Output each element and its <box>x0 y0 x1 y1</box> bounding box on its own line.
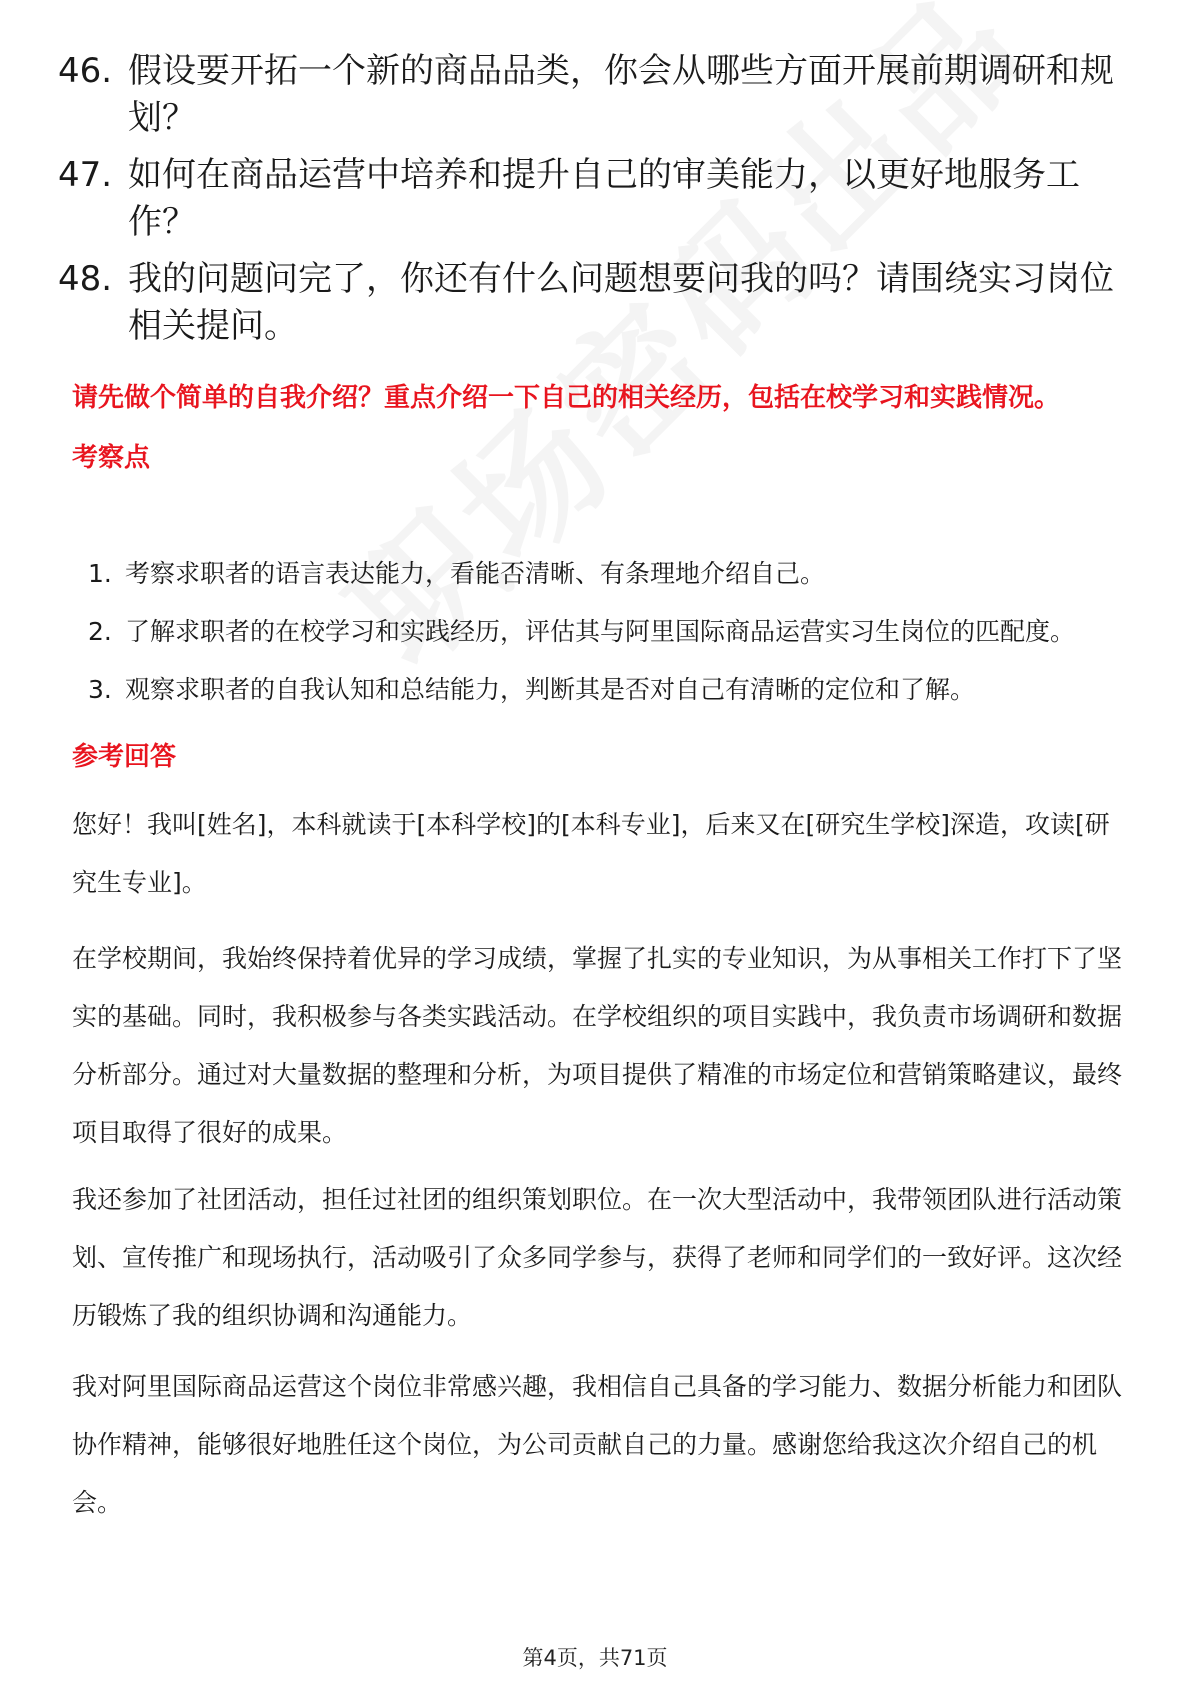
assessment-text: 了解求职者的在校学习和实践经历，评估其与阿里国际商品运营实习生岗位的匹配度。 <box>125 617 1076 646</box>
answer-heading: 参考回答 <box>72 742 177 772</box>
question-text: 我的问题问完了，你还有什么问题想要问我的吗？请围绕实习岗位相关提问。 <box>128 259 1114 346</box>
assessment-heading: 考察点 <box>72 443 151 473</box>
question-number: 47. <box>58 155 113 195</box>
assessment-number: 2. <box>88 617 112 646</box>
question-item <box>58 48 1128 142</box>
answer-paragraph: 我对阿里国际商品运营这个岗位非常感兴趣，我相信自己具备的学习能力、数据分析能力和团队协作精神，能够很好地胜任这个岗位，为公司贡献自己的力量。感谢您给我这次介绍自己的机会。 <box>72 1372 1123 1517</box>
answer-paragraph: 您好！我叫[姓名]，本科就读于[本科学校]的[本科专业]，后来又在[研究生学校]深造，攻读[研究生专业]。 <box>72 810 1110 897</box>
question-list <box>58 48 1128 360</box>
assessment-item <box>72 603 1127 661</box>
question-number: 46. <box>58 51 113 91</box>
answer-paragraph: 在学校期间，我始终保持着优异的学习成绩，掌握了扎实的专业知识，为从事相关工作打下了坚实的基础。同时，我积极参与各类实践活动。在学校组织的项目实践中，我负责市场调研和数据分析部分。通过对大量数据的整理和分析，为项目提供了精准的市场定位和营销策略建议，最终项目取得了很好的成果。 <box>72 944 1123 1147</box>
assessment-number: 1. <box>88 559 112 588</box>
page-footer: 第4页，共71页 <box>522 1646 668 1670</box>
featured-question: 请先做个简单的自我介绍？重点介绍一下自己的相关经历，包括在校学习和实践情况。 <box>72 383 1061 413</box>
question-text: 如何在商品运营中培养和提升自己的审美能力，以更好地服务工作？ <box>128 155 1080 242</box>
assessment-text: 考察求职者的语言表达能力，看能否清晰、有条理地介绍自己。 <box>125 559 826 588</box>
question-text: 假设要开拓一个新的商品品类，你会从哪些方面开展前期调研和规划？ <box>128 51 1114 138</box>
assessment-item <box>72 545 1127 603</box>
assessment-list <box>72 545 1127 719</box>
assessment-item <box>72 661 1127 719</box>
assessment-number: 3. <box>88 675 112 704</box>
question-item <box>58 256 1128 350</box>
answer-paragraph: 我还参加了社团活动，担任过社团的组织策划职位。在一次大型活动中，我带领团队进行活动策划、宣传推广和现场执行，活动吸引了众多同学参与，获得了老师和同学们的一致好评。这次经历锻炼了我的组织协调和沟通能力。 <box>72 1185 1123 1330</box>
question-number: 48. <box>58 259 113 299</box>
question-item <box>58 152 1128 246</box>
assessment-text: 观察求职者的自我认知和总结能力，判断其是否对自己有清晰的定位和了解。 <box>125 675 976 704</box>
